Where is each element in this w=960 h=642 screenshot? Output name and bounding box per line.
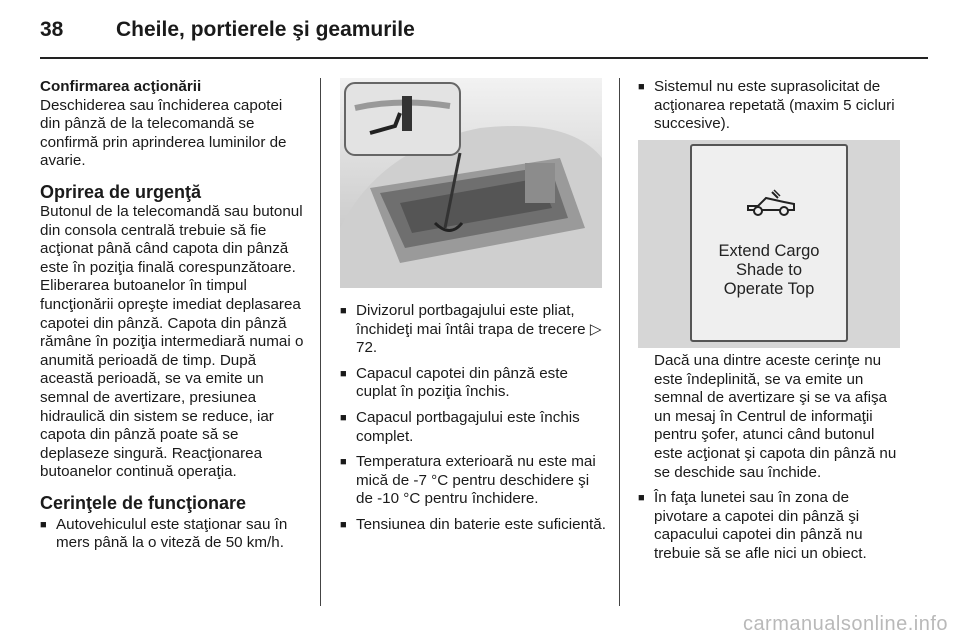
page-number: 38 <box>40 18 64 41</box>
list-item: ■ Capacul portbagajului este închis complet. <box>340 409 606 446</box>
column-2 <box>340 302 606 542</box>
requirements-list-bottom <box>638 489 904 563</box>
display-line: Operate Top <box>723 280 815 298</box>
display-line: Shade to <box>735 261 803 279</box>
emergency-heading: Oprirea de urgenţă <box>40 181 202 202</box>
list-item: ■ În faţa lunetei sau în zona de pivotare a capotei din pânză şi capacului capotei din pânză nu trebuie să se afle nici un obiect. <box>638 489 904 563</box>
trunk-photo <box>340 78 602 288</box>
watermark: carmanualsonline.info <box>742 613 948 635</box>
display-message-panel <box>638 140 900 348</box>
header-rule <box>40 57 928 59</box>
convertible-car-icon <box>744 188 798 218</box>
requirements-heading: Cerinţele de funcţionare <box>40 492 247 513</box>
list-item: ■ Autovehiculul este staţionar sau în mers până la o viteză de 50 km/h. <box>40 516 306 553</box>
trunk-illustration <box>340 78 602 288</box>
list-item: ■ Sistemul nu este suprasolicitat de acţionarea repetată (maxim 5 cicluri succesive). <box>638 78 904 134</box>
list-item: ■ Temperatura exterioară nu este mai mică de -7 °C pentru deschidere şi de -10 °C pentru închidere. <box>340 453 606 509</box>
page-title: Cheile, portierele şi geamurile <box>116 18 415 41</box>
column-separator-right <box>619 78 620 606</box>
requirements-list-continued <box>340 302 606 535</box>
column-3-top <box>638 78 904 141</box>
display-message <box>692 242 846 299</box>
list-item: ■ Divizorul portbagajului este pliat, închideţi mai întâi trapa de trecere ▷ 72. <box>340 302 606 358</box>
emergency-text: Butonul de la telecomandă sau butonul din consola centrală trebuie să fie acţionat până când capota din pânză este în poziţia finală corespunzătoare. Eliberarea butoanelor în timpul funcţionării opreşte imediat deplasarea capotei din pânză. Capota din pânză rămâne în poziţia intermediară numai o anumită perioadă de timp. După această perioadă, se va emite un semnal de avertizare, presiunea hidraulică din sistem se reduce, iar capota din pânză poate să se deplaseze singură. Reacţionarea butoanelor continuă operaţia. <box>40 202 304 481</box>
requirements-list-top <box>638 78 904 134</box>
column-3-bottom <box>638 352 904 571</box>
confirm-text: Deschiderea sau închiderea capotei din pânză de la telecomandă se confirmă prin aprinderea luminilor de avarie. <box>40 96 287 170</box>
display-screen <box>690 144 848 342</box>
list-item: ■ Tensiunea din baterie este suficientă. <box>340 516 606 535</box>
display-line: Extend Cargo <box>718 242 820 260</box>
confirm-heading: Confirmarea acţionării <box>40 78 202 95</box>
column-separator-left <box>320 78 321 606</box>
list-item: ■ Capacul capotei din pânză este cuplat în poziţia închis. <box>340 365 606 402</box>
continuation-text: Dacă una dintre aceste cerinţe nu este îndeplinită, se va emite un semnal de avertizare şi se va afişa un mesaj în Centrul de informaţii pentru şofer, atunci când butonul este acţionat şi capota din pânză nu se deschide sau închide. <box>654 352 897 481</box>
column-1 <box>40 78 306 560</box>
requirements-list <box>40 516 306 553</box>
